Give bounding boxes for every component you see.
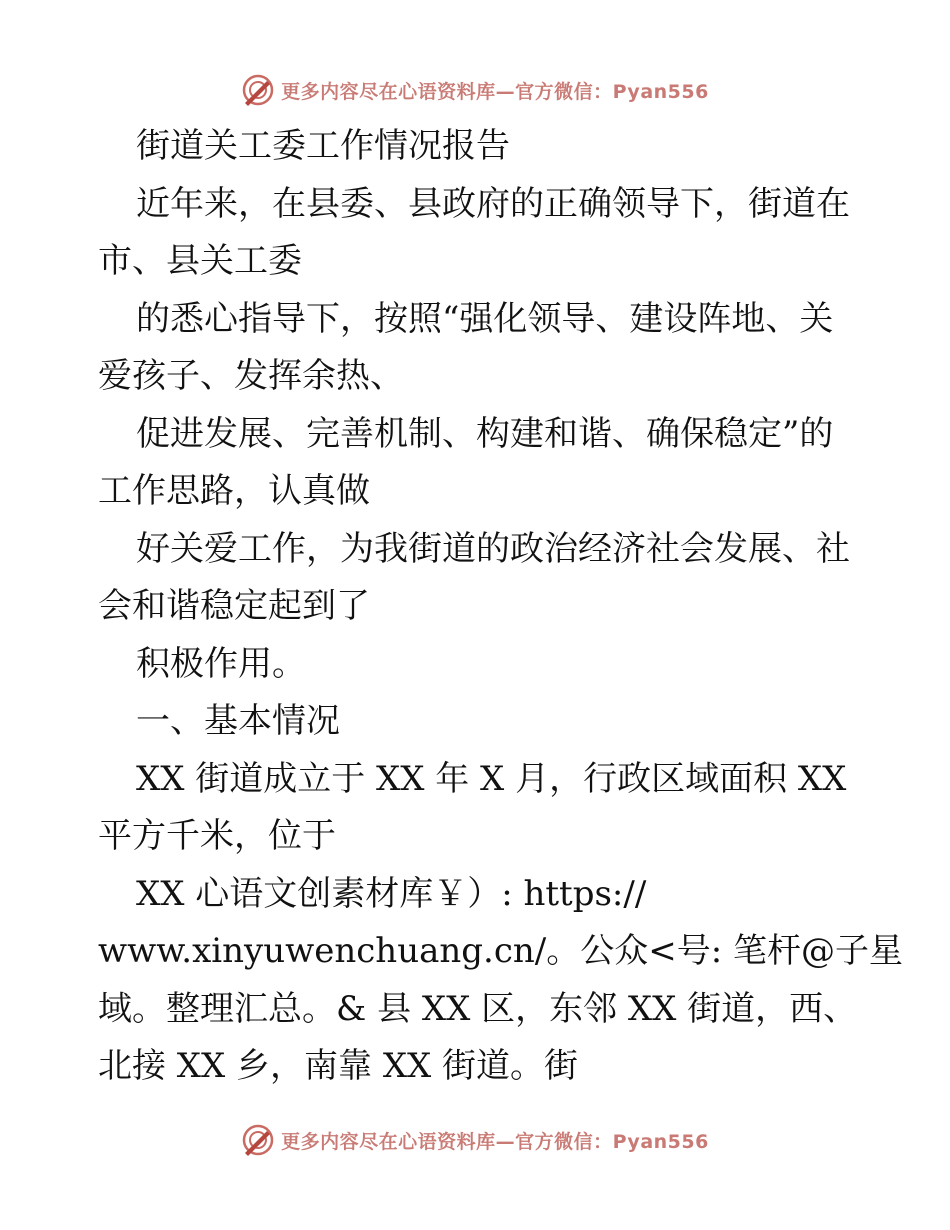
body-line: 平方千米，位于 bbox=[98, 816, 336, 856]
body-line: www.xinyuwenchuang.cn/。公众<号: 笔杆@子星 bbox=[98, 931, 903, 971]
body-line: 工作思路，认真做 bbox=[98, 471, 370, 511]
document-body bbox=[98, 118, 903, 1096]
body-line: 促进发展、完善机制、构建和谐、确保稳定”的 bbox=[136, 413, 834, 454]
body-line: 域。整理汇总。& 县 XX 区，东邻 XX 街道，西、 bbox=[98, 988, 858, 1029]
body-line: 的悉心指导下，按照“强化领导、建设阵地、关 bbox=[136, 298, 834, 339]
body-line: 好关爱工作，为我街道的政治经济社会发展、社 bbox=[136, 528, 850, 569]
watermark-text: 更多内容尽在心语资料库—官方微信：Pyan556 bbox=[281, 1130, 709, 1153]
body-line: 北接 XX 乡，南靠 XX 街道。街 bbox=[98, 1046, 579, 1086]
body-line: 近年来，在县委、县政府的正确领导下，街道在 bbox=[136, 183, 850, 224]
body-line: 市、县关工委 bbox=[98, 241, 302, 281]
body-line: 街道关工委工作情况报告 bbox=[136, 126, 510, 166]
header-watermark-banner bbox=[0, 70, 950, 110]
pen-logo-icon bbox=[241, 1123, 275, 1157]
section-heading: 一、基本情况 bbox=[136, 701, 340, 741]
watermark-text: 更多内容尽在心语资料库—官方微信：Pyan556 bbox=[281, 80, 709, 103]
pen-logo-icon bbox=[241, 73, 275, 107]
body-line: XX 街道成立于 XX 年 X 月，行政区域面积 XX bbox=[136, 758, 847, 799]
footer-watermark-banner bbox=[0, 1120, 950, 1160]
body-line: 会和谐稳定起到了 bbox=[98, 586, 370, 626]
body-line: 爱孩子、发挥余热、 bbox=[98, 356, 404, 396]
body-line: XX 心语文创素材库￥）: https:// bbox=[136, 873, 647, 914]
body-line: 积极作用。 bbox=[136, 643, 306, 684]
